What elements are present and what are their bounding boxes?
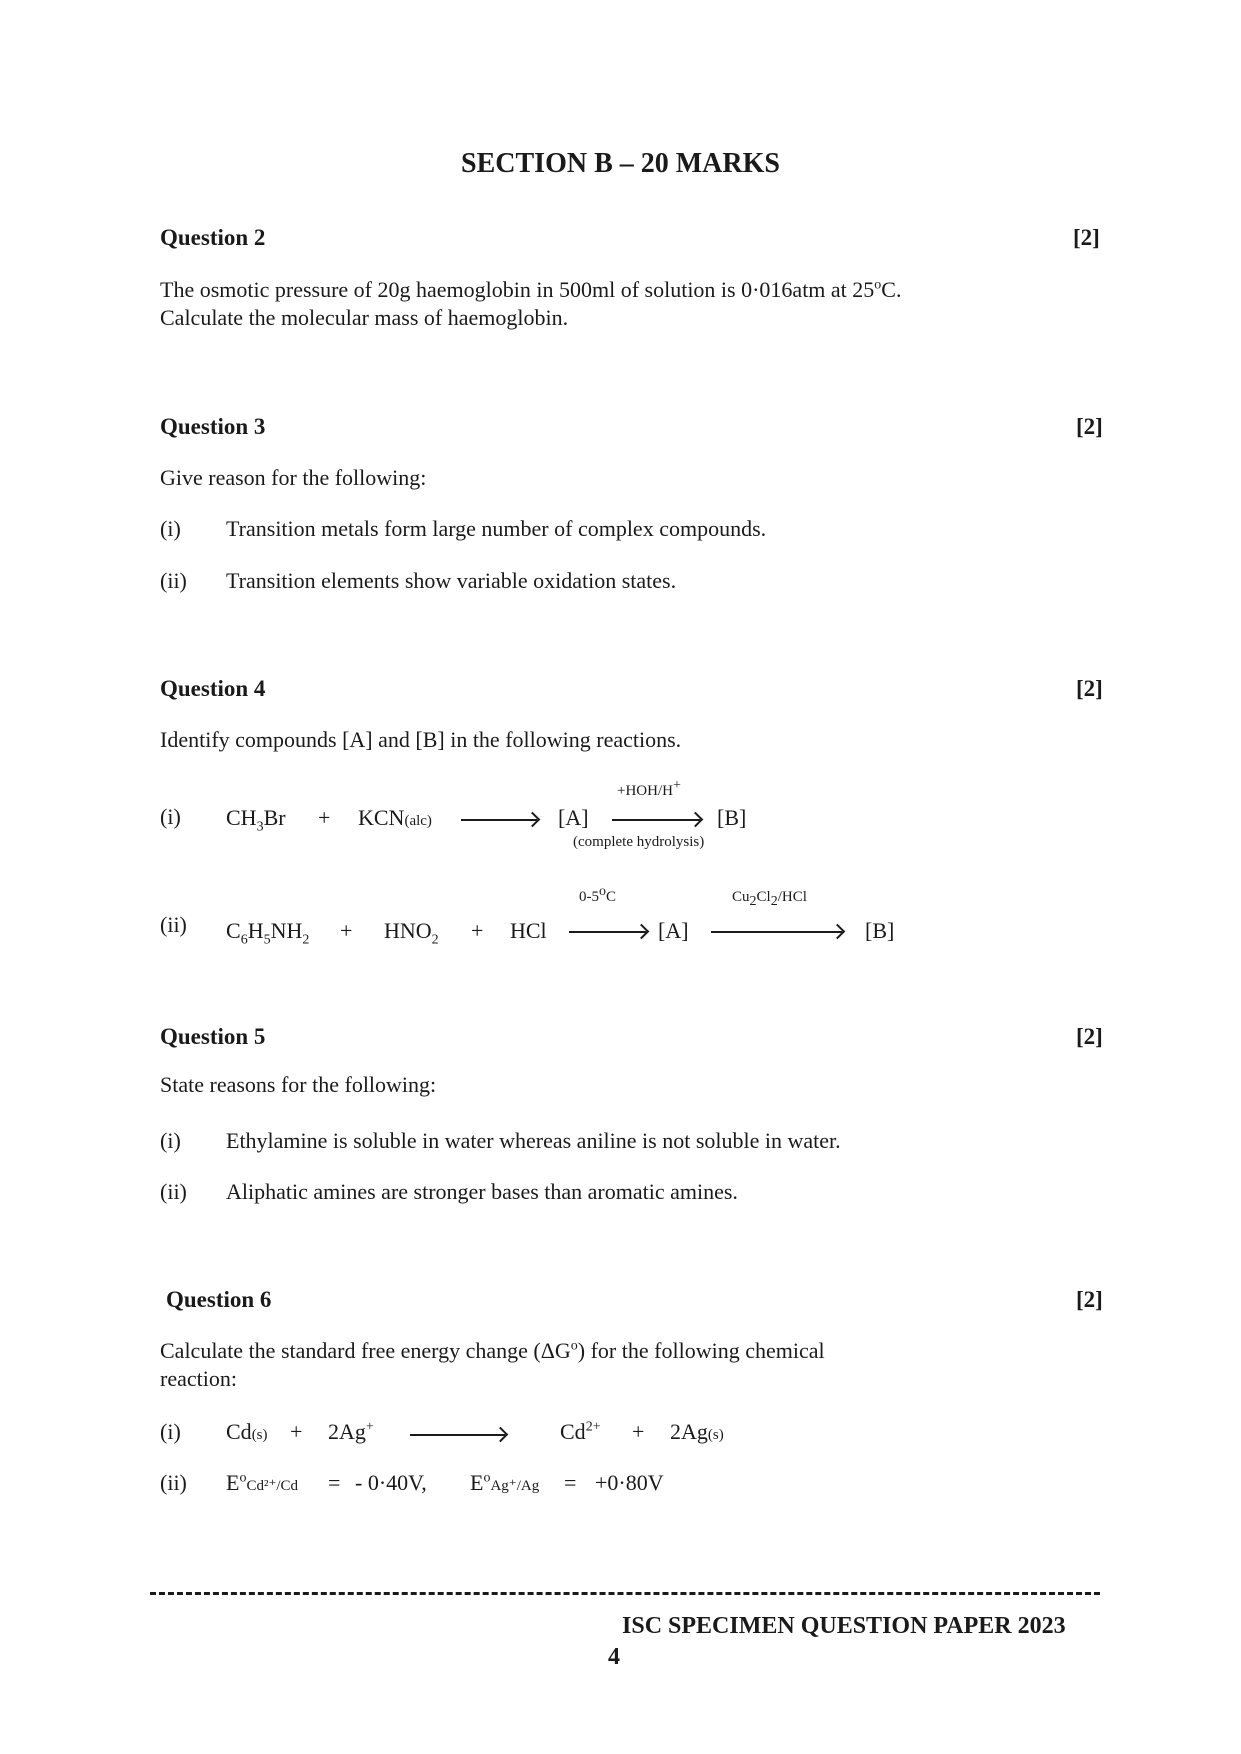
q3-item-1-num: (i)	[160, 516, 181, 541]
question-2-title: Question 2	[160, 225, 266, 250]
q2-degree: o	[874, 277, 882, 293]
q6-r2-e: E	[226, 1470, 240, 1495]
question-4-marks: [2]	[1076, 676, 1103, 701]
q6-r1-cd-text: Cd	[226, 1419, 252, 1444]
q6-r2-e2-sub: Ag⁺/Ag	[490, 1478, 540, 1494]
question-4-title: Question 4	[160, 676, 266, 701]
q4-r2-h: H	[247, 918, 264, 943]
q4-r2-reagent	[732, 889, 807, 909]
q6-r2-e-sub: Cd²⁺/Cd	[246, 1478, 299, 1494]
q4-r1-a: [A]	[558, 805, 589, 830]
q4-r1-br: Br	[263, 805, 286, 830]
q6-r1-ag2	[670, 1419, 724, 1445]
q4-r2-c: C	[226, 918, 241, 943]
question-2-text-line2: Calculate the molecular mass of haemoglobin.	[160, 305, 569, 330]
q6-r1-cd2-sup: 2+	[585, 1419, 601, 1435]
q6-r2-eq-1: =	[328, 1470, 341, 1495]
q6-r2-value-1: - 0·40V,	[355, 1470, 427, 1495]
q4-r1-above-sup: +	[672, 778, 681, 793]
q4-r2-temp-text: 0-5	[579, 889, 599, 905]
q4-r2-temp	[579, 884, 617, 906]
q4-r1-kcn	[358, 805, 432, 831]
q4-r1-arrow-1	[461, 819, 537, 821]
question-6-line2: reaction:	[160, 1366, 237, 1391]
footer-title: ISC SPECIMEN QUESTION PAPER 2023	[622, 1613, 1066, 1639]
q3-item-1-text: Transition metals form large number of complex compounds.	[226, 516, 767, 541]
page-number: 4	[608, 1644, 620, 1670]
q3-item-2-num: (ii)	[160, 568, 187, 593]
q4-r1-alc: (alc)	[404, 813, 432, 829]
q6-r1-cd2-text: Cd	[560, 1419, 586, 1444]
q6-r2-eq-2: =	[564, 1470, 577, 1495]
q6-r2-e-ag	[470, 1470, 539, 1496]
q6-r1-ag-text: 2Ag	[328, 1419, 366, 1444]
q3-item-2-text: Transition elements show variable oxidation states.	[226, 568, 677, 593]
q6-line1-a: Calculate the standard free energy change (ΔG	[160, 1338, 571, 1363]
q6-r1-ag-sup: +	[365, 1419, 374, 1435]
q4-r2-cu-s2: 2	[770, 894, 778, 909]
q4-r2-hno-sub: 2	[431, 932, 439, 948]
q4-r2-plus-1: +	[340, 918, 353, 943]
q4-r2-cu: Cu	[732, 889, 750, 905]
q4-r1-kcn-text: KCN	[358, 805, 405, 830]
q4-r2-s2: 2	[302, 932, 310, 948]
q2-line1-main: The osmotic pressure of 20g haemoglobin in 500ml of solution is 0·016atm at 25	[160, 277, 875, 302]
q5-item-2-text: Aliphatic amines are stronger bases than aromatic amines.	[226, 1179, 738, 1204]
section-title: SECTION B – 20 MARKS	[461, 148, 780, 179]
q5-item-1-text: Ethylamine is soluble in water whereas aniline is not soluble in water.	[226, 1128, 841, 1153]
q4-r2-cu-s1: 2	[749, 894, 757, 909]
q2-line1-end: C.	[881, 277, 902, 302]
q4-r2-temp-sup: o	[599, 884, 606, 899]
q4-r2-hno2	[384, 918, 439, 948]
q4-r2-aniline	[226, 918, 310, 948]
q5-item-1-num: (i)	[160, 1128, 181, 1153]
question-3-title: Question 3	[160, 414, 266, 439]
question-2-marks: [2]	[1073, 225, 1100, 250]
q6-r2-e-sup: o	[239, 1470, 247, 1486]
q4-r2-plus-2: +	[471, 918, 484, 943]
q4-reaction-2-num: (ii)	[160, 912, 187, 937]
q6-r1-plus-1: +	[290, 1419, 303, 1444]
q6-r2-e-cd	[226, 1470, 298, 1496]
question-4-intro: Identify compounds [A] and [B] in the following reactions.	[160, 727, 682, 752]
q6-r2-e2: E	[470, 1470, 484, 1495]
question-6-marks: [2]	[1076, 1287, 1103, 1312]
q5-item-2-num: (ii)	[160, 1179, 187, 1204]
q4-r2-temp-end: C	[606, 889, 617, 905]
q4-r2-b: [B]	[865, 918, 895, 943]
question-2-text-line1	[160, 276, 901, 304]
q4-r2-cu-end: /HCl	[777, 889, 807, 905]
q6-r1-cd	[226, 1419, 268, 1445]
q4-r1-below: (complete hydrolysis)	[573, 834, 705, 850]
q6-r1-cd2	[560, 1419, 601, 1445]
q4-r2-nh: NH	[270, 918, 303, 943]
q4-r1-ch: CH	[226, 805, 257, 830]
q4-r2-s6: 6	[240, 932, 248, 948]
q6-r1-ag2-text: 2Ag	[670, 1419, 708, 1444]
q4-r2-a: [A]	[658, 918, 689, 943]
question-6-title: Question 6	[166, 1287, 272, 1312]
question-5-intro: State reasons for the following:	[160, 1072, 437, 1097]
q4-reaction-1-num: (i)	[160, 804, 181, 829]
q4-r2-hcl: HCl	[510, 918, 547, 943]
q4-r2-s5: 5	[263, 932, 271, 948]
q4-r1-plus: +	[318, 805, 331, 830]
question-3-intro: Give reason for the following:	[160, 465, 427, 490]
q4-r2-arrow-2	[711, 931, 842, 933]
question-6-line1	[160, 1337, 825, 1365]
q4-r2-hno: HNO	[384, 918, 432, 943]
question-3-marks: [2]	[1076, 414, 1103, 439]
q6-r2-value-2: +0·80V	[595, 1470, 664, 1495]
q4-r1-arrow-2	[612, 819, 700, 821]
q6-r1-ag2-state: (s)	[707, 1427, 724, 1443]
q4-r2-cl: Cl	[756, 889, 771, 905]
q4-r1-ch3br	[226, 805, 286, 835]
q6-line1-b: ) for the following chemical	[577, 1338, 825, 1363]
q4-r1-above-text: +HOH/H	[617, 783, 673, 799]
footer-divider	[150, 1592, 1100, 1595]
q6-r1-num: (i)	[160, 1419, 181, 1444]
q6-r2-e2-sup: o	[483, 1470, 491, 1486]
q6-r1-arrow	[410, 1434, 505, 1436]
q4-r1-b: [B]	[717, 805, 747, 830]
q4-r1-above	[617, 778, 681, 800]
q4-r2-arrow-1	[569, 931, 646, 933]
question-5-marks: [2]	[1076, 1024, 1103, 1049]
q6-r1-plus-2: +	[632, 1419, 645, 1444]
q6-r2-num: (ii)	[160, 1470, 187, 1495]
q6-line1-sup: o	[570, 1338, 578, 1354]
q4-r1-sub3: 3	[256, 819, 264, 835]
question-5-title: Question 5	[160, 1024, 266, 1049]
q6-r1-cd-state: (s)	[251, 1427, 268, 1443]
q6-r1-ag	[328, 1419, 374, 1445]
